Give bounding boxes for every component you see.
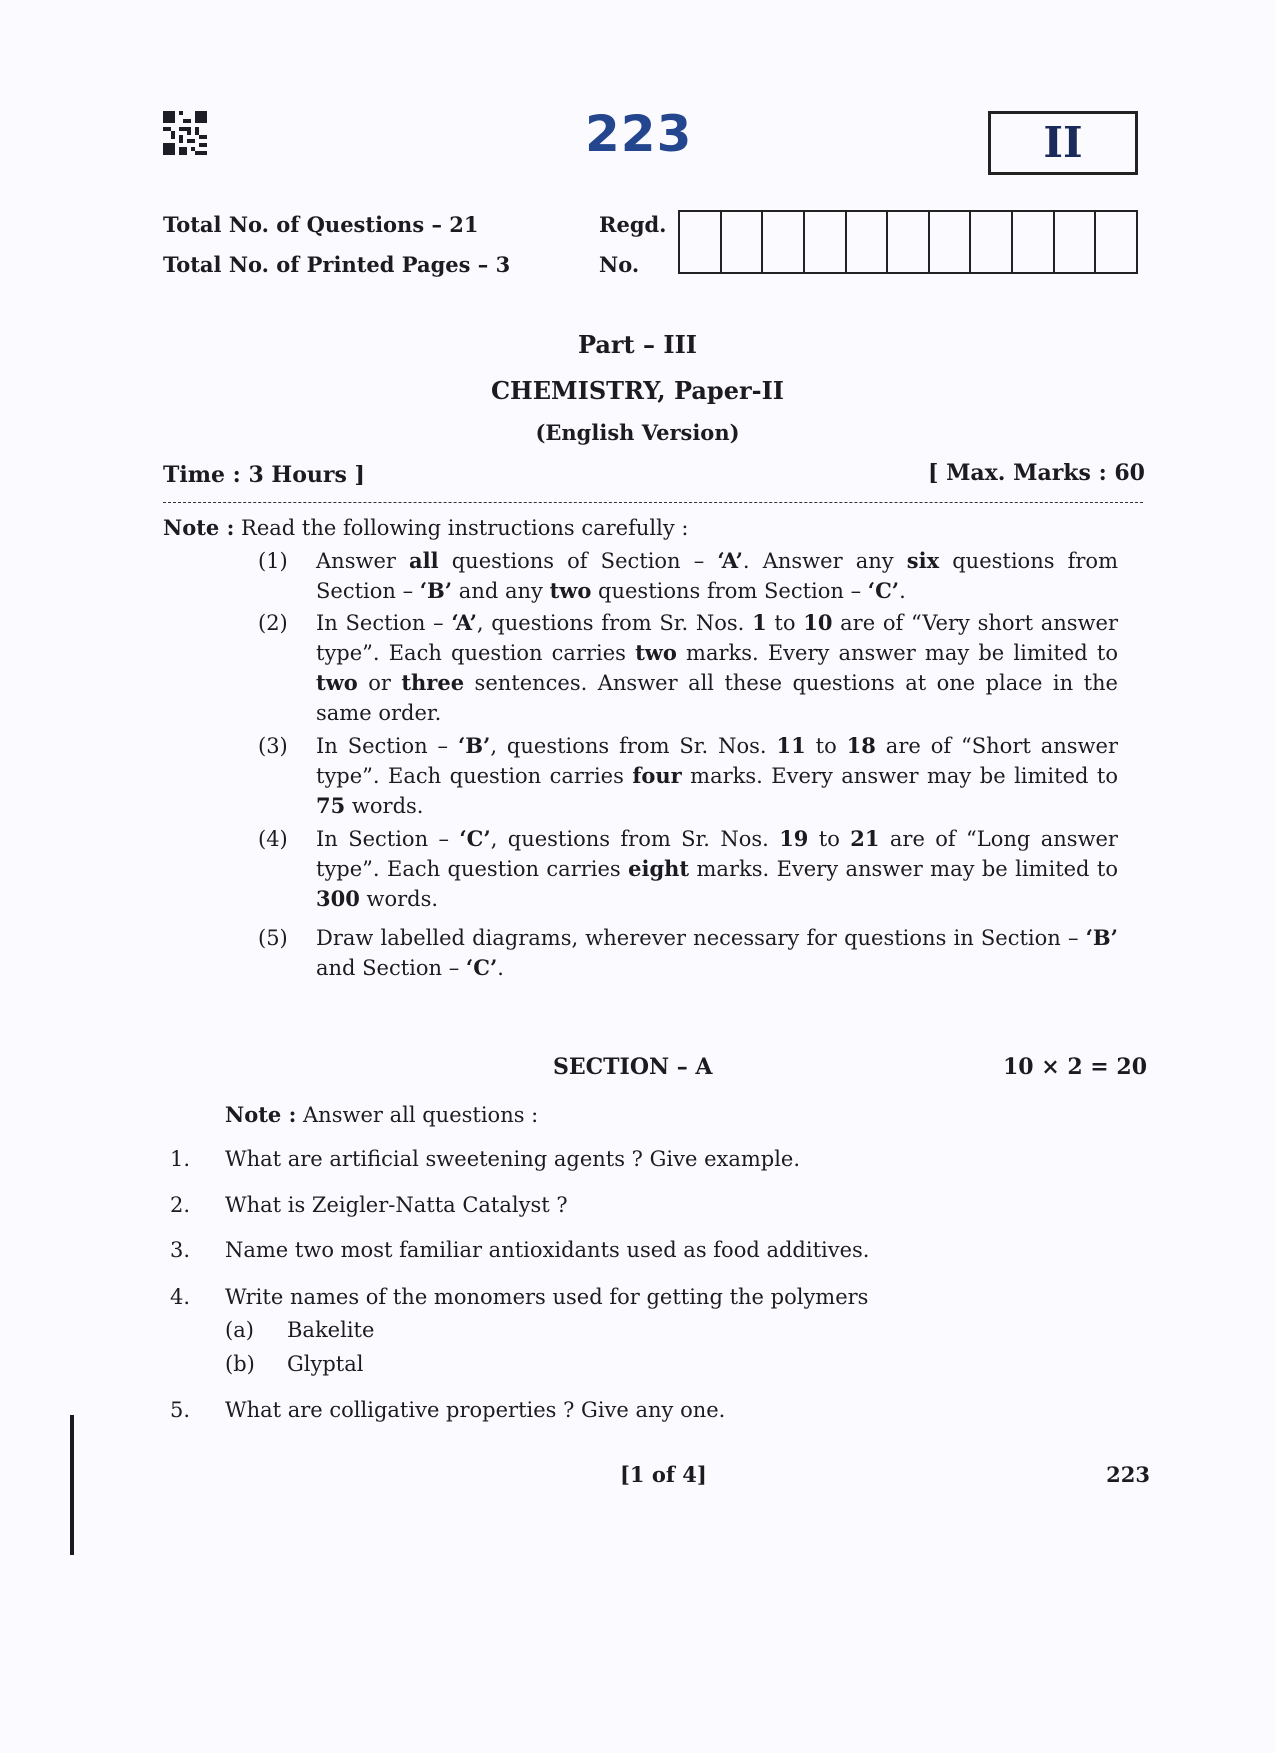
- question-number: 3.: [170, 1238, 191, 1262]
- subpart-label: (b): [225, 1352, 255, 1376]
- section-a-note: Note : Answer all questions :: [225, 1102, 539, 1127]
- instructions-note: [163, 515, 688, 540]
- instruction-item: (4) In Section – ‘C’, questions from Sr. Nos. 19 to 21 are of “Long answer type”. Each question carries eight marks. Every answer may be limited to 300 words.: [258, 826, 1118, 911]
- note-intro: Read the following instructions carefully :: [241, 516, 689, 540]
- footer-code: 223: [1106, 1462, 1150, 1487]
- question-text: Name two most familiar antioxidants used as food additives.: [225, 1238, 870, 1262]
- section-a-marks: 10 × 2 = 20: [1002, 1054, 1147, 1080]
- page-number: [1 of 4]: [620, 1462, 707, 1487]
- version-heading: (English Version): [535, 420, 740, 445]
- question-text: Write names of the monomers used for getting the polymers: [225, 1285, 869, 1309]
- question-number: 2.: [170, 1193, 191, 1217]
- instruction-item: (2) In Section – ‘A’, questions from Sr. Nos. 1 to 10 are of “Very short answer type”. Each question carries two marks. Every answer may be limited to two or three sentences. Answer all these questions at one place in the same order.: [258, 610, 1118, 725]
- question-text: What are colligative properties ? Give any one.: [225, 1398, 726, 1422]
- subpart-label: (a): [225, 1318, 254, 1342]
- total-pages: Total No. of Printed Pages – 3: [163, 252, 511, 277]
- instruction-item: (5) Draw labelled diagrams, wherever necessary for questions in Section – ‘B’ and Section – ‘C’.: [258, 925, 1118, 980]
- note-label: Note :: [163, 515, 235, 540]
- time-allowed: Time : 3 Hours ]: [163, 462, 365, 488]
- qr-code-icon: [163, 111, 207, 155]
- question-number: 1.: [170, 1147, 191, 1171]
- regd-label: Regd.: [599, 212, 667, 237]
- subject-heading: CHEMISTRY, Paper-II: [490, 376, 785, 405]
- margin-line: [70, 1415, 74, 1555]
- question-text: What is Zeigler-Natta Catalyst ?: [225, 1193, 568, 1217]
- question-number: 4.: [170, 1285, 191, 1309]
- question-text: What are artificial sweetening agents ? Give example.: [225, 1147, 801, 1171]
- instruction-item: (3) In Section – ‘B’, questions from Sr. Nos. 11 to 18 are of “Short answer type”. Each question carries four marks. Every answer may be limited to 75 words.: [258, 733, 1118, 818]
- max-marks: [ Max. Marks : 60: [928, 460, 1145, 486]
- subpart-text: Bakelite: [287, 1318, 375, 1342]
- set-label-box: II: [988, 111, 1138, 175]
- section-a-heading: SECTION – A: [553, 1054, 713, 1080]
- part-heading: Part – III: [577, 330, 698, 359]
- divider: [163, 502, 1143, 503]
- paper-code-heading: 223: [585, 105, 693, 163]
- instruction-item: (1) Answer all questions of Section – ‘A’. Answer any six questions from Section – ‘B’ and any two questions from Section – ‘C’.: [258, 548, 1118, 603]
- regd-no-label: No.: [599, 252, 640, 277]
- total-questions: Total No. of Questions – 21: [163, 212, 479, 237]
- question-number: 5.: [170, 1398, 191, 1422]
- subpart-text: Glyptal: [287, 1352, 364, 1376]
- registration-number-boxes[interactable]: [678, 210, 1138, 274]
